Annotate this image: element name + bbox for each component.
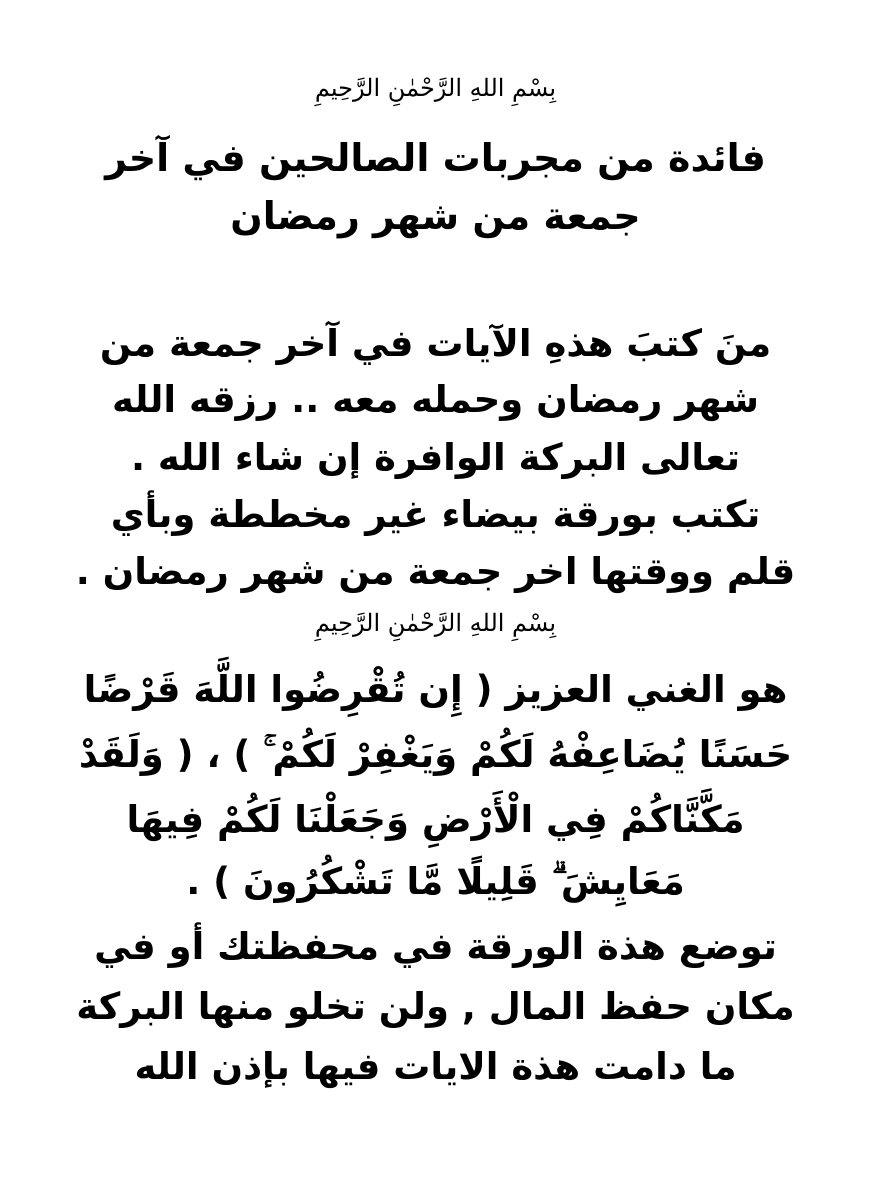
intro-line-1: منَ كتبَ هذهِ الآيات في آخر جمعة من xyxy=(99,322,772,365)
verse-line-2: حَسَنًا يُضَاعِفْهُ لَكُمْ وَيَغْفِرْ لَكُمْ ۚ ) ، ( وَلَقَدْ xyxy=(78,733,793,776)
instruction-line-3: ما دامت هذة الايات فيها بإذن الله xyxy=(134,1045,737,1088)
instruction-line-1: توضع هذة الورقة في محفظتك أو في xyxy=(94,925,777,968)
title-line-2: جمعة من شهر رمضان xyxy=(230,194,641,238)
verse-line-3: مَكَّنَّاكُمْ فِي الْأَرْضِ وَجَعَلْنَا لَكُمْ فِيهَا xyxy=(126,798,745,841)
verse-line-4: مَعَايِشَ ۗ قَلِيلًا مَّا تَشْكُرُونَ ) . xyxy=(186,860,685,903)
intro-line-4: تكتب بورقة بيضاء غير مخططة وبأي xyxy=(110,493,761,536)
basmala-calligraphy-middle: بِسْمِ اللهِ الرَّحْمٰنِ الرَّحِيمِ xyxy=(314,609,557,637)
verse-line-1: هو الغني العزيز ( إِن تُقْرِضُوا اللَّهَ قَرْضًا xyxy=(83,668,788,711)
intro-line-5: قلم ووقتها اخر جمعة من شهر رمضان . xyxy=(75,550,796,593)
title-line-1: فائدة من مجربات الصالحين في آخر xyxy=(105,136,766,180)
instruction-line-2: مكان حفظ المال , ولن تخلو منها البركة xyxy=(76,985,795,1028)
intro-line-3: تعالى البركة الوافرة إن شاء الله . xyxy=(130,436,741,479)
basmala-calligraphy: بِسْمِ اللهِ الرَّحْمٰنِ الرَّحِيمِ xyxy=(314,74,557,102)
intro-line-2: شهر رمضان وحمله معه .. رزقه الله xyxy=(112,378,759,421)
